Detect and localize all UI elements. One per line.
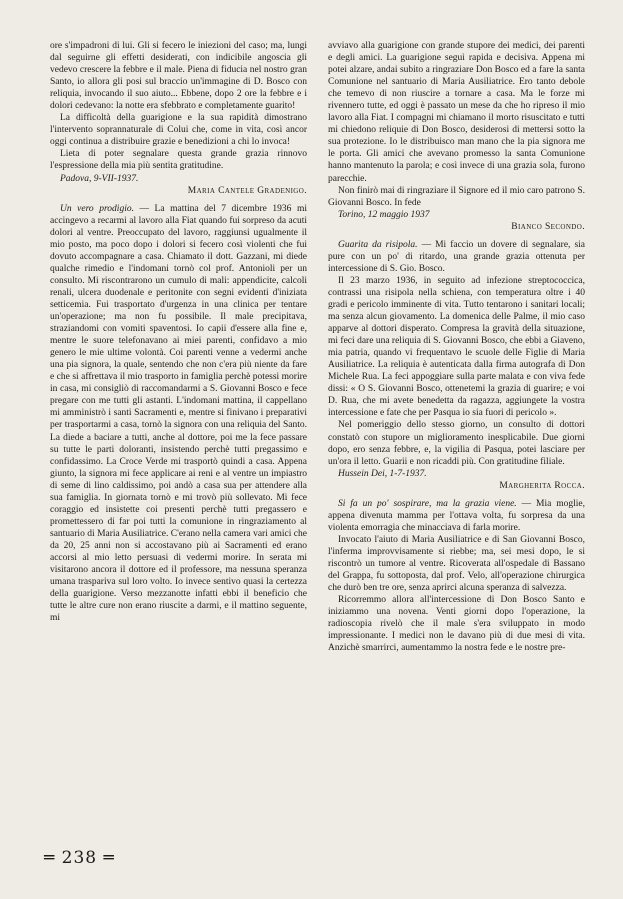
text-columns — [50, 40, 585, 654]
ornament-dash: ═ — [44, 848, 56, 868]
rubric-title: Si fa un po' sospirare, ma la grazia viene. — [338, 498, 517, 509]
paragraph-text: — Mia moglie, appena divenuta mamma per l'ottava volta, fu sorpresa da una violenta emorragia che minacciava di farla morire. — [328, 498, 585, 533]
signature: Margherita Rocca. — [499, 480, 585, 491]
page-number: 238 — [61, 848, 98, 868]
rubric-title: Un vero prodigio. — [60, 203, 134, 214]
paragraph: Il 23 marzo 1936, in seguito ad infezione streptococcica, contrassi una risipola nella schiena, con temperatura oltre i 40 gradi e pericolo imminente di vita. Tutto tentarono i sanitari locali; ma senza alcun giovamento. La domenica delle Palme, il mio caso apparve al dottori disperato. Compresa la gravità della situazione, mi feci dare una reliquia di S. Giovanni Bosco, che ebbi a Giaveno, mia patria, quando vi frequentavo le scuole delle Figlie di Maria Ausiliatrice. La reliquia è autenticata dalla firma autografa di Don Michele Rua. La feci appoggiare sulla parte malata e con viva fede dissi: « O S. Giovanni Bosco, ottenetemi la grazia di guarire; e voi D. Rua, che mi avete benedetta da ragazza, aggiungete la vostra intercessione e fate che per Pasqua io sia fuori di pericolo ». — [328, 275, 585, 419]
paragraph: Ricorremmo allora all'intercessione di Don Bosco Santo e iniziammo una novena. Venti giorni dopo l'operazione, la radioscopia rivelò che il male s'era sviluppato in modo impressionante. I medici non le davano più di due mesi di vita. Anzichè smarrirci, aumentammo la nostra fede e le nostre pre- — [328, 595, 585, 654]
page-footer — [44, 848, 115, 868]
right-column — [328, 40, 585, 654]
rubric-title: Guarita da risipola. — [338, 239, 418, 250]
paragraph — [328, 498, 585, 534]
paragraph: Invocato l'aiuto di Maria Ausiliatrice e di San Giovanni Bosco, l'inferma improvvisamente si riebbe; ma, sei mesi dopo, le si riscontrò un tumore al ventre. Ricoverata all'ospedale di Bassano del Grappa, fu sottoposta, dal prof. Velo, all'operazione chirurgica che durò ben tre ore, senza aprirci alcuna speranza di salvezza. — [328, 534, 585, 594]
paragraph: Non finirò mai di ringraziare il Signore ed il mio caro patrono S. Giovanni Bosco. In fede — [328, 185, 585, 208]
signature: Bianco Secondo. — [511, 221, 585, 232]
left-column — [50, 40, 307, 654]
paragraph: Nel pomeriggio dello stesso giorno, un consulto di dottori constatò con stupore un miglioramento inesplicabile. Due giorni dopo, ero senza febbre, e, la vigilia di Pasqua, potei lasciare per un'ora il letto. Guarii e non ricaddi più. Con gratitudine filiale. — [328, 420, 585, 467]
dateline: Hussein Dei, 1-7-1937. — [338, 468, 427, 479]
paragraph-text: — Mi faccio un dovere di segnalare, sia pure con un po' di ritardo, una grande grazia ottenuta per intercessione di S. Gio. Bosco. — [328, 239, 585, 274]
paragraph — [50, 203, 307, 625]
signature: Maria Cantele Gradenigo. — [187, 185, 307, 196]
dateline: Torino, 12 maggio 1937 — [338, 209, 430, 220]
paragraph: ore s'impadroni di lui. Gli si fecero le iniezioni del caso; ma, lungi dal seguirne gli effetti desiderati, con indicibile angoscia gli vedevo crescere la febbre e il male. Piena di fiducia nel nostro gran Santo, io allora gli posi sul braccio un'immagine di D. Bosco con reliquia, invocando il suo aiuto... Ebbene, dopo 2 ore la febbre e i dolori cedevano: la notte era sfebbrato e completamente guarito! — [50, 41, 307, 112]
ornament-dash: ═ — [103, 848, 115, 868]
dateline: Padova, 9-VII-1937. — [60, 173, 139, 184]
paragraph — [328, 239, 585, 275]
paragraph: La difficoltà della guarigione e la sua rapidità dimostrano l'intervento soprannaturale di Colui che, come in vita, così ancor oggi continua a distribuire grazie e benedizioni a chi lo invoca! — [50, 113, 307, 148]
paragraph: avviavo alla guarigione con grande stupore dei medici, dei parenti e degli amici. La guarigione seguì rapida e decisiva. Appena mi potei alzare, andai subito a ringraziare Don Bosco ed a fare la santa Comunione nel santuario di Maria Ausiliatrice. Ero tanto debole che temevo di non riuscire a tornare a casa. Ma le forze mi rivennero tutte, ed oggi è passato un mese da che ho ripreso il mio lavoro alla Fiat. I compagni mi chiamano il morto risuscitato e tutti mi chiedono reliquie di Don Bosco, desiderosi di mettersi sotto la sua protezione. Io le distribuisco man mano che la pia signora me le porta. Gli amici che avevano promesso la santa Comunione hanno mantenuto la parola; e così invece di una grazia sola, furono parecchie. — [328, 41, 585, 184]
paragraph: Lieta di poter segnalare questa grande grazia rinnovo l'espressione della mia più sentita gratitudine. — [50, 149, 307, 172]
paragraph-text: — La mattina del 7 dicembre 1936 mi accingevo a recarmi al lavoro alla Fiat quando fui sorpreso da acuti dolori al ventre. Preoccupato del lavoro, raggiunsi ugualmente il mio posto, ma poco dopo i dolori si fecero così violenti che fui dovuto accompagnare a casa. Chiamato il dott. Gazzani, mi diede qualche rimedio e l'indomani tornò col prof. Antonioli per un consulto. Mi riscontrarono un cumulo di mali: appendicite, calcoli renali, ulcera duodenale e peritonite con segni evidenti d'iniziata setticemia. Fui trasportato d'urgenza in una clinica per tentare un'operazione; ma non fu possibile. Il male precipitava, straziandomi con vomiti spaventosi. Io capii d'essere alla fine e, mentre le suore telefonavano ai miei parenti, confidavo a mio genero le mie ultime volontà. Coi parenti venne a vedermi anche una pia signora, la quale, sentendo che non c'era più niente da fare e che si affrettava il mio trasporto in famiglia perchè potessi morire in casa, mi consigliò di raccomandarmi a S. Giovanni Bosco e fece pregare con me tutti gli astanti. L'indomani mattina, il cappellano mi amministrò i santi Sacramenti e, mentre si finivano i preparativi per trasportarmi a casa, tornò la signora con una reliquia del Santo. La diede a baciare a tutti, anche al dottore, poi me la fece passare su tutte le parti doloranti, insistendo perchè tutti pregassimo e confidassimo. La Croce Verde mi trasportò quindi a casa. Appena giunto, la signora mi fece applicare ai reni e al ventre un impiastro di seme di lino caldissimo, poi andò a casa sua per attendere alla sua famiglia. In giornata tornò e mi trovò più sollevato. Mi fece coraggio ed insistette coi presenti perchè tutti pregassero e promettessero di far poi tutti la comunione in ringraziamento al santuario di Maria Ausiliatrice. C'erano nella camera vari amici che da 20, 25 anni non si accostavano più ai Sacramenti ed erano accorsi al mio letto persuasi di vedermi morire. In serata mi visitarono ancora il dottore ed il professore, ma nessuna speranza umana traspariva sul loro volto. Io invece sentivo quasi la certezza della guarigione. Verso mezzanotte infatti ebbi il beneficio che tutte le altre cure non erano riuscite a darmi, e il mattino seguente, mi — [50, 203, 307, 624]
